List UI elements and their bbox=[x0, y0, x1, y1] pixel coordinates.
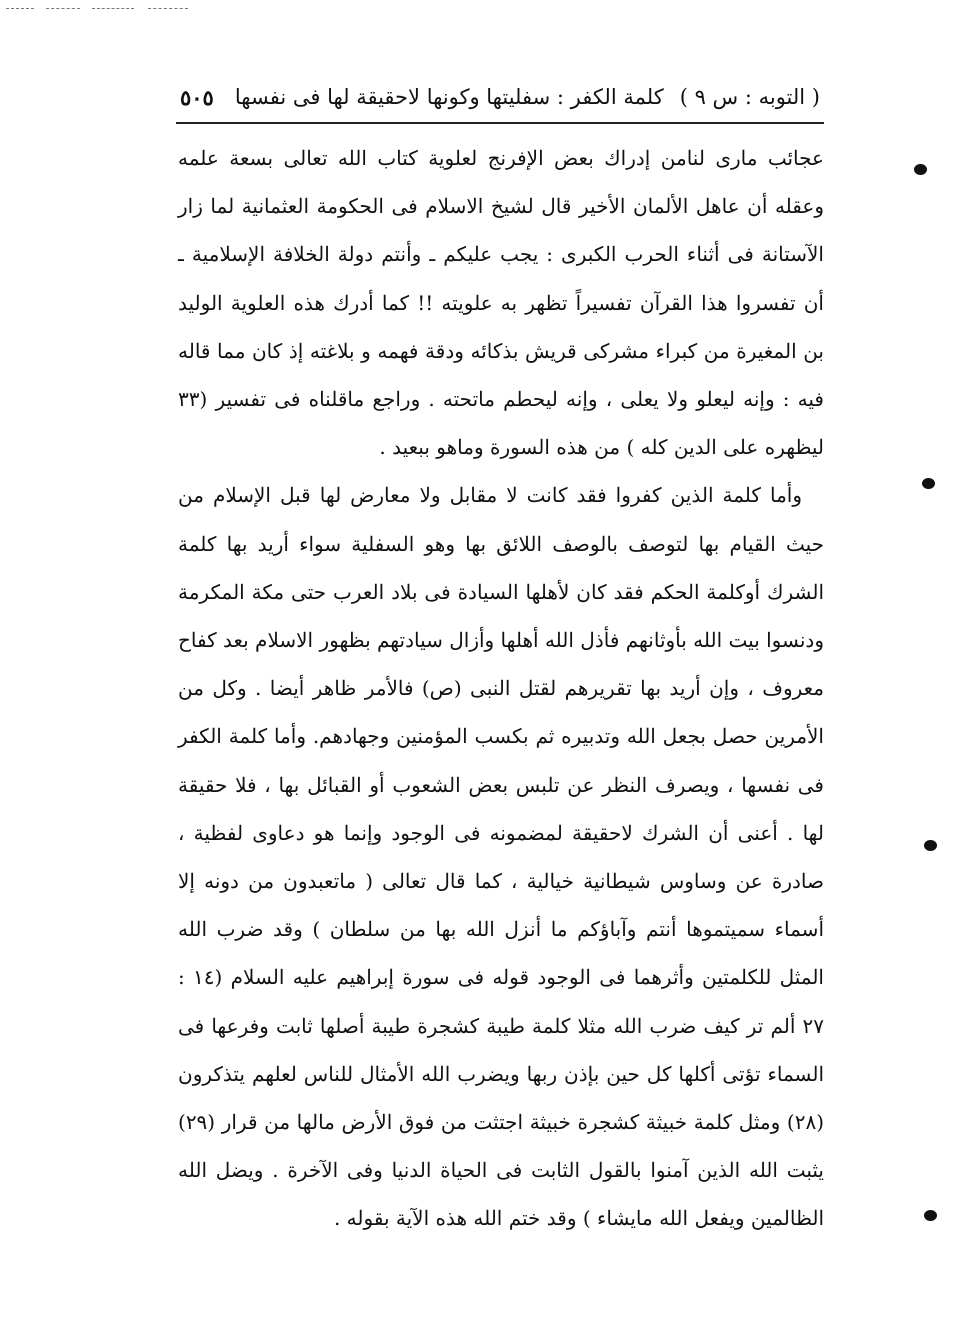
paragraph: عجائب مارى لنامن إدراك بعض الإفرنج لعلوية كتاب الله تعالى بسعة علمه وعقله أن عاهل الألمان الأخير قال لشيخ الاسلام فى الحكومة العثمانية لما زار الآستانة فى أثناء الحرب الكبرى : يجب عليكم ـ وأنتم دولة الخلافة الإسلامية ـ أن تفسروا هذا القرآن تفسيراً تظهر به علويته !! كما أدرك هذه العلوية الوليد بن المغيرة من كبراء مشركى قريش بذكائه ودقة فهمه و بلاغته إذ كان مما قاله فيه : وإنه ليعلو ولا يعلى ، وإنه ليحطم ماتحته . وراجع ماقلناه فى تفسير (٣٣ ليظهره على الدين كله ) من هذه السورة وماهو ببعيد . bbox=[178, 146, 824, 460]
margin-dot-mark bbox=[914, 164, 927, 175]
running-title: ( التوبه : س ٩ ) bbox=[679, 85, 820, 109]
margin-dot-mark bbox=[924, 1210, 937, 1221]
page-number: ٥٠٥ bbox=[180, 84, 214, 110]
page-header bbox=[180, 80, 820, 114]
scan-edge-mark bbox=[148, 8, 188, 9]
margin-dot-mark bbox=[922, 478, 935, 489]
header-rule bbox=[176, 122, 824, 124]
body-text bbox=[178, 134, 824, 1243]
margin-dot-mark bbox=[924, 840, 937, 851]
paragraph: وأما كلمة الذين كفروا فقد كانت لا مقابل ولا معارض لها قبل الإسلام من حيث القيام بها لتوصف بالوصف اللائق بها وهو السفلية سواء أريد بها كلمة الشرك أوكلمة الحكم فقد كان لأهلها السيادة فى بلاد العرب حتى مكة المكرمة ودنسوا بيت الله بأوثانهم فأذل الله أهلها وأزال سيادتهم بظهور الاسلام بعد كفاح معروف ، وإن أريد بها تقريرهم لقتل النبى (ص) فالأمر ظاهر أيضا . وكل من الأمرين حصل بجعل الله وتدبيره ثم بكسب المؤمنين وجهادهم. وأما كلمة الكفر فى نفسها ، ويصرف النظر عن تلبس بعض الشعوب أو القبائل بها ، فلا حقيقة لها . أعنى أن الشرك لاحقيقة لمضمونه فى الوجود وإنما هو دعاوى لفظية ، صادرة عن وساوس شيطانية خيالية ، كما قال تعالى ( ماتعبدون من دونه إلا أسماء سميتموها أنتم وآباؤكم ما أنزل الله بها من سلطان ) وقد ضرب الله المثل للكلمتين وأثرهما فى الوجود قوله فى سورة إبراهيم عليه السلام (١٤ : ٢٧ ألم تر كيف ضرب الله مثلا كلمة طيبة كشجرة طيبة أصلها ثابت وفرعها فى السماء تؤتى أكلها كل حين بإذن ربها ويضرب الله الأمثال للناس لعلهم يتذكرون (٢٨) ومثل كلمة خبيثة كشجرة خبيثة اجتثت من فوق الأرض مالها من قرار (٢٩) يثبت الله الذين آمنوا بالقول الثابت فى الحياة الدنيا وفى الآخرة . ويضل الله الظالمين ويفعل الله مايشاء ) وقد ختم الله هذه الآية بقوله . bbox=[177, 483, 824, 1231]
scan-edge-mark bbox=[6, 8, 34, 9]
scan-edge-mark bbox=[46, 8, 80, 9]
scan-edge-mark bbox=[92, 8, 134, 9]
chapter-title: كلمة الكفر : سفليتها وكونها لاحقيقة لها فى نفسها bbox=[234, 85, 664, 109]
